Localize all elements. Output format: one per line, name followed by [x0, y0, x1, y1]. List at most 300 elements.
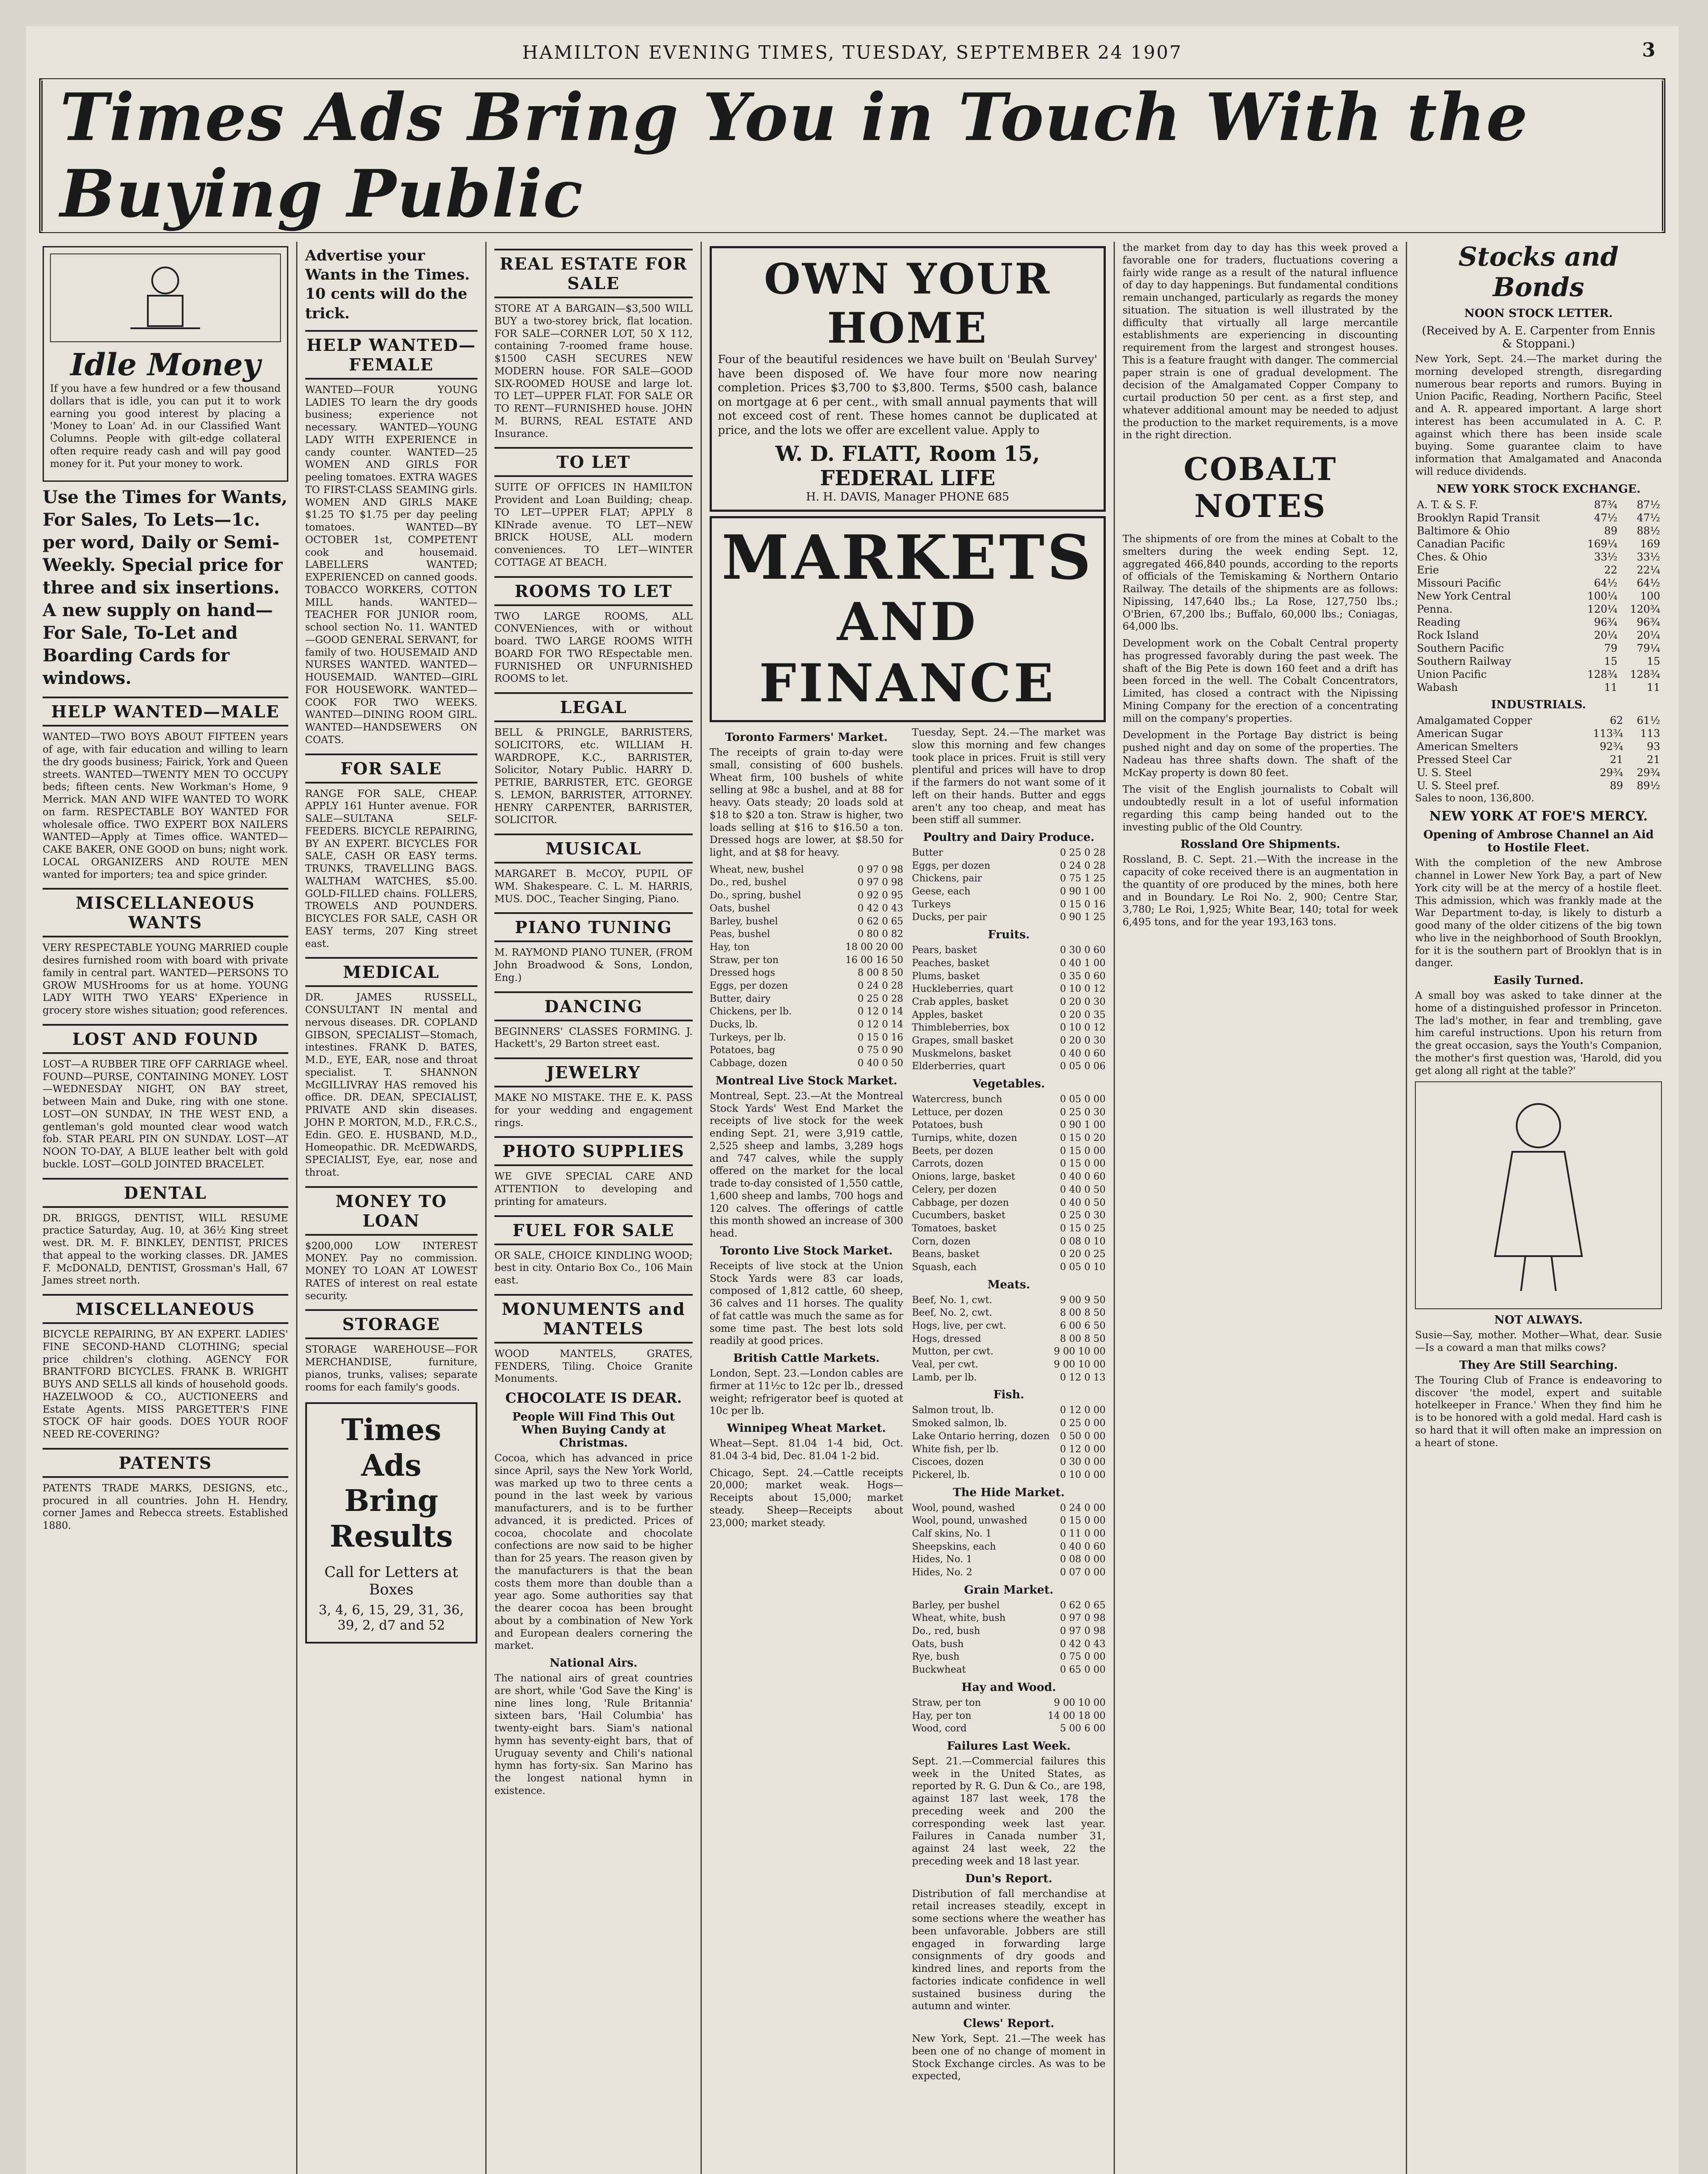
table-row — [1415, 668, 1662, 681]
price-row — [912, 1371, 1105, 1384]
stock-price: 64½ — [1594, 577, 1618, 589]
item-price: 9 00 10 00 — [1054, 1346, 1106, 1357]
item-price: 0 24 0 28 — [1060, 860, 1106, 871]
table-row — [1415, 564, 1662, 577]
item-price: 0 12 0 14 — [857, 1006, 904, 1017]
photo-text: WE GIVE SPECIAL CARE AND ATTENTION to developing and printing for amateurs. — [494, 1171, 693, 1207]
column-2 — [297, 242, 487, 2174]
item-price: 0 42 0 43 — [1060, 1638, 1106, 1650]
vegetables-head: Vegetables. — [972, 1077, 1045, 1090]
stock-price: 61½ — [1637, 714, 1660, 727]
price-row — [710, 915, 903, 928]
item-price: 8 00 8 50 — [1060, 1333, 1106, 1344]
item-name: Salmon trout, lb. — [912, 1405, 994, 1416]
stock-name: Union Pacific — [1417, 668, 1487, 680]
item-price: 0 25 0 30 — [1060, 1107, 1106, 1118]
item-name: Muskmelons, basket — [912, 1048, 1011, 1059]
price-row — [912, 996, 1105, 1009]
price-row — [710, 980, 903, 993]
item-name: Calf skins, No. 1 — [912, 1528, 992, 1539]
monuments-header: MONUMENTS and MANTELS — [494, 1294, 693, 1344]
storage-header: STORAGE — [305, 1309, 478, 1339]
item-name: Huckleberries, quart — [912, 984, 1014, 995]
newspaper-page — [26, 26, 1678, 2174]
meats-head: Meats. — [987, 1278, 1030, 1291]
price-row — [912, 911, 1105, 924]
item-name: Apples, basket — [912, 1009, 983, 1020]
musical-header: MUSICAL — [494, 834, 693, 864]
stock-price: 87¾ — [1594, 498, 1618, 511]
failures-text: Sept. 21.—Commercial failures this week in the United States, as reported by R. G. Dun & Co., are 198, against 187 last week, 178 the preceding week and 200 the corresponding week last year. Failures in Canada number 31, against 24 last week, 22 the preceding week and 18 last year. — [912, 1755, 1106, 1867]
legal-header: LEGAL — [494, 692, 693, 722]
item-name: Turnips, white, dozen — [912, 1133, 1017, 1144]
price-row — [912, 1527, 1105, 1540]
dancing-text: BEGINNERS' CLASSES FORMING. J. Hackett's, 29 Barton street east. — [494, 1026, 693, 1050]
item-price: 0 97 0 98 — [1060, 1613, 1106, 1624]
price-row — [912, 860, 1105, 873]
stock-name: Pressed Steel Car — [1417, 753, 1511, 766]
item-price: 8 00 8 50 — [857, 967, 904, 979]
item-name: Oats, bush — [912, 1638, 964, 1650]
item-price: 0 08 0 10 — [1060, 1236, 1106, 1247]
item-price: 0 90 1 00 — [1060, 1120, 1106, 1131]
stock-price: 120¾ — [1630, 603, 1660, 615]
item-price: 0 30 0 00 — [1060, 1457, 1106, 1468]
price-row — [912, 847, 1105, 860]
item-name: Plums, basket — [912, 970, 980, 982]
column-1 — [35, 242, 297, 2174]
item-price: 0 15 0 16 — [1060, 899, 1106, 910]
duns-text: Distribution of fall merchandise at retail increases steadily, except in some sections where the weather has been unfavorable. Jobbers are still engaged in forwarding large consignments of dry goods and kindred lines, and reports from the factories indicate confidence in well sustained business during the autumn and winter. — [912, 1888, 1106, 2012]
price-row — [912, 1119, 1105, 1132]
column-6 — [1407, 242, 1670, 2174]
price-row — [912, 1722, 1105, 1735]
sales-line: Sales to noon, 136,800. — [1415, 792, 1535, 804]
advertise-ad: Advertise your Wants in the Times. 10 cents will do the trick. — [305, 247, 470, 322]
item-name: Elderberries, quart — [912, 1061, 1006, 1072]
meat-table — [912, 1294, 1105, 1384]
help-male-text: WANTED—TWO BOYS ABOUT FIFTEEN years of age, with fair education and willing to learn the dry goods business; Fairick, York and Queen streets. WANTED—TWENTY MEN TO OCCUPY beds; fifteen cents. New Workman's Home, 9 Merrick. MAN AND WIFE WANTED TO WORK on farm. RESPECTABLE BOY WANTED FOR wholesale office. TWO EXPERT BOX NAILERS WANTED—Apply at Times office. WANTED—CAKE BAKER, ONE GOOD on buns; night work. LOCAL ORGANIZERS AND ROUTE MEN wanted for importers; tea and spice grinder. — [43, 731, 288, 880]
item-price: 0 40 0 60 — [1060, 1171, 1106, 1183]
item-price: 0 25 0 30 — [1060, 1210, 1106, 1221]
item-name: Potatoes, bush — [912, 1120, 983, 1131]
own-title: OWN YOUR HOME — [764, 254, 1051, 353]
lost-found-header: LOST AND FOUND — [43, 1024, 288, 1054]
stock-name: American Smelters — [1417, 740, 1518, 753]
table-row — [1415, 642, 1662, 655]
item-price: 0 25 0 00 — [1060, 1418, 1106, 1429]
column-3 — [487, 242, 702, 2174]
stock-name: Rock Island — [1417, 629, 1479, 641]
grain-market-head: Grain Market. — [964, 1583, 1054, 1597]
markets-left — [710, 727, 903, 2087]
item-price: 5 00 6 00 — [1060, 1723, 1106, 1734]
price-row — [912, 1443, 1105, 1456]
item-name: Beans, basket — [912, 1249, 980, 1260]
price-row — [710, 954, 903, 967]
clews-head: Clews' Report. — [963, 2017, 1054, 2031]
stock-name: Brooklyn Rapid Transit — [1417, 511, 1540, 524]
stock-price: 11 — [1604, 681, 1618, 694]
musical-text: MARGARET B. McCOY, PUPIL OF WM. Shakespeare. C. L. M. HARRIS, MUS. DOC., Teacher Singing, Piano. — [494, 868, 693, 905]
price-row — [912, 1248, 1105, 1261]
stock-name: Reading — [1417, 616, 1461, 628]
item-name: Pears, basket — [912, 945, 977, 956]
fuel-header: FUEL FOR SALE — [494, 1215, 693, 1245]
price-row — [710, 889, 903, 902]
stock-price: 11 — [1647, 681, 1660, 694]
misc-wants-text: VERY RESPECTABLE YOUNG MARRIED couple desires furnished room with board with private family in central part. WANTED—PERSONS TO GROW MUSHrooms for us at home. YOUNG LADY WITH TWO YEARS' EXperience in grocery store wishes situation; good references. — [43, 942, 288, 1016]
stock-price: 33½ — [1637, 550, 1660, 563]
winnipeg-head: Winnipeg Wheat Market. — [727, 1422, 886, 1435]
airs-text: The national airs of great countries are short, while 'God Save the King' is nine lines long, 'Rule Britannia' sixteen bars, 'Hail Columbia' has twenty-eight bars. Siam's national hymn has seventy-eight bars, that of Uruguay seventy and Chili's national hymn has forty-six. San Marino has the longest national hymn in existence. — [494, 1673, 693, 1797]
stock-price: 87½ — [1637, 498, 1660, 511]
item-name: Hogs, dressed — [912, 1333, 981, 1344]
item-price: 0 20 0 35 — [1060, 1009, 1106, 1020]
item-price: 0 40 0 60 — [1060, 1048, 1106, 1059]
item-price: 0 75 0 90 — [857, 1045, 904, 1056]
price-row — [912, 885, 1105, 898]
item-name: Corn, dozen — [912, 1236, 971, 1247]
stock-price: 92¾ — [1599, 740, 1623, 753]
table-row — [1415, 524, 1662, 537]
item-price: 0 90 1 25 — [1060, 912, 1106, 923]
item-name: Thimbleberries, box — [912, 1022, 1010, 1034]
table-row — [1415, 511, 1662, 524]
stock-name: Southern Railway — [1417, 655, 1511, 667]
stock-name: Southern Pacific — [1417, 642, 1504, 654]
cobalt-header: COBALT NOTES — [1183, 450, 1338, 524]
table-row — [1415, 590, 1662, 603]
item-name: Hides, No. 1 — [912, 1554, 972, 1565]
price-row — [912, 1145, 1105, 1158]
item-price: 0 75 1 25 — [1060, 873, 1106, 884]
stock-price: 79¼ — [1637, 642, 1660, 654]
item-name: Smoked salmon, lb. — [912, 1418, 1007, 1429]
stock-name: A. T. & S. F. — [1417, 498, 1478, 511]
table-row — [1415, 550, 1662, 564]
stock-price: 100 — [1640, 590, 1660, 602]
stock-price: 96¾ — [1594, 616, 1618, 628]
stock-price: 169¼ — [1587, 537, 1618, 550]
price-row — [912, 1404, 1105, 1417]
money-loan-text: $200,000 LOW INTEREST MONEY. Pay no commission. MONEY TO LOAN AT LOWEST RATES of interest on real estate security. — [305, 1240, 478, 1302]
rossland-head: Rossland Ore Shipments. — [1180, 838, 1341, 851]
item-name: Lake Ontario herring, dozen — [912, 1430, 1050, 1442]
help-female-header: HELP WANTED—FEMALE — [305, 330, 478, 380]
received-line: (Received by A. E. Carpenter from Ennis & Stoppani.) — [1421, 324, 1655, 350]
masthead — [35, 26, 1670, 78]
british-cattle-text: London, Sept. 23.—London cables are firmer at 11½c to 12c per lb., dressed weight; refrigerator beef is quoted at 10c per lb. — [709, 1368, 904, 1417]
price-row — [912, 970, 1105, 983]
stock-price: 93 — [1647, 740, 1660, 753]
item-name: Veal, per cwt. — [912, 1359, 978, 1370]
cobalt-text-4: The visit of the English journalists to Cobalt will undoubtedly result in a lot of useful information regarding this camp being handed out to the investing public of the Old Country. — [1122, 784, 1398, 833]
fish-head: Fish. — [993, 1388, 1024, 1402]
stocks-bonds-title: Stocks and Bonds — [1458, 242, 1619, 303]
item-name: Turkeys — [912, 899, 951, 910]
own-contact: W. D. FLATT, Room 15, FEDERAL LIFE — [775, 442, 1040, 490]
hay-wood-head: Hay and Wood. — [961, 1681, 1056, 1694]
idle-money-illustration — [50, 253, 281, 342]
item-name: Crab apples, basket — [912, 996, 1009, 1007]
table-row — [1415, 779, 1662, 792]
table-row — [1415, 603, 1662, 616]
column-4 — [702, 242, 1115, 2174]
stock-price: 128¾ — [1630, 668, 1660, 680]
item-price: 0 80 0 82 — [857, 929, 904, 940]
item-name: Lamb, per lb. — [912, 1372, 977, 1383]
item-name: Butter — [912, 847, 943, 858]
cobalt-text-3: Development in the Portage Bay district is being pushed night and day on some of the properties. The Nadeau has three shafts down. The shaft of the McKay property is down 80 feet. — [1122, 730, 1398, 779]
price-row — [912, 1625, 1105, 1638]
price-row — [912, 1710, 1105, 1723]
stocks-text: New York, Sept. 24.—The market during the morning developed strength, disregarding numerous bear reports and rumors. Buying in Union Pacific, Reading, Northern Pacific, Steel and A. R. appeared important. A large short interest has been accumulated in A. C. P. against which there has been inside scale buying. Some guarantee claim to have information that Amalgamated and Anaconda will reduce dividends. — [1415, 353, 1662, 477]
chicago-text: Chicago, Sept. 24.—Cattle receipts 20,000; market weak. Hogs—Receipts about 15,000; market steady. Sheep—Receipts about 23,000; market steady. — [709, 1467, 904, 1529]
item-name: Barley, bushel — [709, 916, 778, 927]
price-row — [912, 1132, 1105, 1145]
price-row — [912, 1430, 1105, 1443]
dental-header: DENTAL — [43, 1178, 288, 1208]
item-price: 0 10 0 00 — [1060, 1469, 1106, 1480]
item-price: 0 15 0 00 — [1060, 1158, 1106, 1170]
item-name: Potatoes, bag — [709, 1045, 775, 1056]
price-row — [912, 1170, 1105, 1184]
item-price: 0 75 0 00 — [1060, 1651, 1106, 1663]
item-name: Beets, per dozen — [912, 1145, 994, 1157]
stock-name: U. S. Steel — [1417, 766, 1472, 779]
item-name: Barley, per bushel — [912, 1600, 1000, 1611]
price-row — [710, 967, 903, 980]
price-row — [912, 1307, 1105, 1320]
patents-header: PATENTS — [43, 1448, 288, 1478]
item-name: Turkeys, per lb. — [709, 1032, 787, 1043]
stock-price: 47½ — [1594, 511, 1618, 524]
item-price: 9 00 10 00 — [1054, 1359, 1106, 1370]
price-row — [912, 1261, 1105, 1274]
item-price: 0 90 1 00 — [1060, 886, 1106, 897]
price-row — [912, 1417, 1105, 1430]
dancing-header: DANCING — [494, 991, 693, 1021]
price-row — [710, 864, 903, 877]
cobalt-text-1: The shipments of ore from the mines at Cobalt to the smelters during the week ending Sept. 12, aggregated 466,840 pounds, according to the reports of officials of the Temiskaming & Northern Ontario Railway. The details of the shipments are as follows: Nipissing, 147,640 lbs.; La Rose, 127,750 lbs.; O'Brien, 67,200 lbs.; Buffalo, 60,000 lbs.; Coniagas, 64,000 lbs. — [1122, 533, 1398, 633]
chocolate-headline: CHOCOLATE IS DEAR. — [505, 1390, 682, 1406]
price-row — [912, 983, 1105, 996]
item-name: Peaches, basket — [912, 957, 990, 969]
item-name: Cabbage, per dozen — [912, 1197, 1009, 1208]
idle-money-ad — [43, 246, 288, 482]
finance-title: AND FINANCE — [759, 591, 1056, 714]
item-name: Beef, No. 2, cwt. — [912, 1307, 992, 1319]
item-name: Lettuce, per dozen — [912, 1107, 1003, 1118]
masthead-line: HAMILTON EVENING TIMES, TUESDAY, SEPTEMBER 24 1907 — [522, 41, 1183, 63]
hay-wood-table — [912, 1697, 1105, 1735]
stock-price: 88½ — [1637, 524, 1660, 537]
duns-head: Dun's Report. — [965, 1872, 1053, 1885]
item-price: 0 97 0 98 — [1060, 1626, 1106, 1637]
real-estate-text: STORE AT A BARGAIN—$3,500 WILL BUY a two-storey brick, flat location. FOR SALE—CORNER LOT, 50 X 112, containing 7-roomed frame house. $1500 CASH SECURES NEW MODERN house. FOR SALE—GOOD SIX-ROOMED HOUSE and large lot. TO LET—UPPER FLAT. FOR SALE OR TO RENT—FURNISHED house. JOHN M. BURNS, REAL ESTATE AND Insurance. — [494, 303, 693, 440]
price-row — [912, 1157, 1105, 1170]
to-let-text: SUITE OF OFFICES IN HAMILTON Provident and Loan Building; cheap. TO LET—UPPER FLAT; APPLY 8 KINrade avenue. TO LET—NEW BRICK HOUSE, ALL modern conveniences. TO LET—WINTER COTTAGE AT BEACH. — [494, 482, 693, 568]
help-female-text: WANTED—FOUR YOUNG LADIES TO learn the dry goods business; experience not necessary. WANTED—YOUNG LADY WITH EXPERIENCE in candy counter. WANTED—25 WOMEN AND GIRLS FOR peeling tomatoes. EXTRA WAGES TO FIRST-CLASS SEAMING girls. WOMEN AND GIRLS MAKE $1.25 TO $1.75 per day peeling tomatoes. WANTED—BY OCTOBER 1st, COMPETENT cook and housemaid. LABELLERS WANTED; EXPERIENCED on canned goods. TOBACCO WORKERS, COTTON MILL hands. WANTED—TEACHER FOR JUNIOR room, school section No. 11. WANTED—GOOD GENERAL SERVANT, for family of two. HOUSEMAID AND NURSES WANTED. WANTED—HOUSEMAID. WANTED—GIRL FOR HOUSEWORK. WANTED—COOK FOR TWO WEEKS. WANTED—DINING ROOM GIRL. WANTED—HANDSEWERS ON COATS. — [305, 384, 478, 746]
item-price: 0 12 0 00 — [1060, 1444, 1106, 1455]
item-price: 0 35 0 60 — [1060, 970, 1106, 982]
hide-head: The Hide Market. — [953, 1486, 1065, 1499]
stock-name: Canadian Pacific — [1417, 537, 1505, 550]
still-text: The Touring Club of France is endeavoring to discover 'the model, expert and suitable hotelkeeper in France.' When they find him he is to be honored with a gold medal. Hard cash is so hard that it will often make an impression on a heart of stone. — [1415, 1374, 1662, 1449]
stock-price: 15 — [1604, 655, 1618, 667]
stock-price: 113 — [1640, 727, 1660, 740]
item-price: 9 00 9 50 — [1060, 1294, 1106, 1306]
to-let-header: TO LET — [494, 447, 693, 477]
table-row — [1415, 753, 1662, 766]
use-times-ad: Use the Times for Wants, For Sales, To Lets—1c. per word, Daily or Semi-Weekly. Special price for three and six insertions. A new supply on hand—For Sale, To-Let and Boarding Cards for windows. — [43, 487, 288, 689]
price-row — [912, 1197, 1105, 1210]
item-name: Sheepskins, each — [912, 1541, 996, 1552]
item-price: 0 20 0 30 — [1060, 1035, 1106, 1046]
storage-text: STORAGE WAREHOUSE—FOR MERCHANDISE, furniture, pianos, trunks, valises; separate rooms for each family's goods. — [305, 1344, 478, 1393]
price-row — [912, 1184, 1105, 1197]
price-row — [912, 1540, 1105, 1554]
still-head: They Are Still Searching. — [1459, 1358, 1618, 1372]
item-price: 0 15 0 16 — [857, 1032, 904, 1043]
poultry-head: Poultry and Dairy Produce. — [923, 831, 1094, 844]
stock-price: 96¾ — [1637, 616, 1660, 628]
item-price: 0 10 0 12 — [1060, 1022, 1106, 1034]
tar-boxes: 3, 4, 6, 15, 29, 31, 36, 39, 2, d7 and 52 — [318, 1602, 464, 1633]
item-price: 0 62 0 65 — [1060, 1600, 1106, 1611]
price-row — [710, 902, 903, 915]
price-row — [912, 1034, 1105, 1047]
stock-price: 22¼ — [1637, 564, 1660, 576]
item-name: Cucumbers, basket — [912, 1210, 1006, 1221]
rooms-header: ROOMS TO LET — [494, 576, 693, 606]
industrials-table — [1415, 714, 1662, 792]
own-text: Four of the beautiful residences we have built on 'Beulah Survey' have been disposed of. We have four more now nearing completion. Prices $3,700 to $3,800. Terms, $500 cash, balance on mortgage at 6 per cent., with small annual payments that will not exceed cost of rent. These homes cannot be duplicated at price, and the lots we offer are excellent value. Apply to — [717, 353, 1098, 437]
markets-twin-columns — [710, 727, 1106, 2087]
price-row — [710, 1031, 903, 1044]
item-name: Watercress, bunch — [912, 1094, 1002, 1105]
table-row — [1415, 740, 1662, 753]
item-price: 0 40 0 50 — [1060, 1184, 1106, 1195]
medical-text: DR. JAMES RUSSELL, CONSULTANT IN mental and nervous diseases. DR. COPLAND GIBSON, SPECIALIST—Stomach, intestines. FRANK D. BATES, M.D., EYE, EAR, nose and throat specialist. T. SHANNON McGILLIVRAY HAS removed his office. DR. DEAN, SPECIALIST, PRIVATE AND skin diseases. JOHN P. MORTON, M.D., F.R.C.S., Edin. GEO. E. HUSBAND, M.D., Homeopathic. DR. McEDWARDS, SPECIALIST, Eye, ear, nose and throat. — [305, 992, 478, 1178]
item-price: 0 40 0 60 — [1060, 1541, 1106, 1552]
fort-subhead: Opening of Ambrose Channel an Aid to Hostile Fleet. — [1423, 828, 1654, 855]
stock-name: American Sugar — [1417, 727, 1503, 740]
price-row — [912, 1638, 1105, 1651]
stock-table — [1415, 498, 1662, 694]
stock-price: 113¾ — [1593, 727, 1623, 740]
item-price: 18 00 20 00 — [845, 941, 904, 953]
price-row — [710, 1044, 903, 1057]
winnipeg-text: Wheat—Sept. 81.04 1-4 bid, Oct. 81.04 3-4 bid, Dec. 81.04 1-2 bid. — [709, 1438, 904, 1462]
easily-head: Easily Turned. — [1493, 974, 1584, 987]
stock-price: 21 — [1610, 753, 1623, 766]
item-name: Wheat, new, bushel — [709, 864, 804, 875]
misc-wants-header: MISCELLANEOUS WANTS — [43, 888, 288, 937]
own-your-home-ad — [710, 246, 1106, 512]
price-row — [912, 1047, 1105, 1060]
item-name: White fish, per lb. — [912, 1444, 999, 1455]
item-price: 8 00 8 50 — [1060, 1307, 1106, 1319]
item-name: Carrots, dozen — [912, 1158, 984, 1170]
stock-price: 128¾ — [1587, 668, 1618, 680]
stock-price: 29¾ — [1599, 766, 1623, 779]
table-row — [1415, 766, 1662, 779]
item-name: Eggs, per dozen — [709, 980, 788, 991]
price-row — [912, 1697, 1105, 1710]
price-row — [912, 1599, 1105, 1612]
price-row — [912, 1612, 1105, 1625]
item-price: 16 00 16 50 — [845, 954, 904, 966]
item-name: Wool, pound, washed — [912, 1502, 1015, 1514]
price-row — [710, 1005, 903, 1018]
price-row — [912, 1469, 1105, 1482]
own-manager: H. H. DAVIS, Manager PHONE 685 — [806, 490, 1009, 503]
stock-price: 47½ — [1637, 511, 1660, 524]
tar-call: Call for Letters at Boxes — [324, 1563, 458, 1598]
columns — [35, 242, 1670, 2174]
item-name: Wool, pound, unwashed — [912, 1515, 1027, 1527]
banner — [39, 78, 1665, 233]
dental-text: DR. BRIGGS, DENTIST, WILL RESUME practice Saturday, Aug. 10, at 36½ King street west. DR. M. F. BINKLEY, DENTIST, PRICES that appeal to the working classes. DR. JAMES F. McDONALD, DENTIST, Grossman's Hall, 67 James street north. — [43, 1212, 288, 1287]
price-row — [912, 1566, 1105, 1579]
stock-price: 169 — [1640, 537, 1660, 550]
stock-price: 33½ — [1594, 550, 1618, 563]
idle-man-icon — [122, 259, 209, 337]
cartoon — [1415, 1081, 1662, 1309]
stock-name: Penna. — [1417, 603, 1453, 615]
banner-headline: Times Ads Bring You in Touch With the Buying Public — [43, 79, 1662, 232]
tar-line-1: Times Ads — [341, 1413, 441, 1483]
veg-table — [912, 1093, 1105, 1274]
stock-price: 89 — [1604, 524, 1618, 537]
piano-header: PIANO TUNING — [494, 912, 693, 942]
jewelry-header: JEWELRY — [494, 1057, 693, 1087]
monuments-text: WOOD MANTELS, GRATES, FENDERS, Tiling. Choice Granite Monuments. — [494, 1348, 693, 1385]
price-row — [912, 944, 1105, 957]
montreal-live-head: Montreal Live Stock Market. — [715, 1074, 897, 1087]
item-price: 0 05 0 06 — [1060, 1061, 1106, 1072]
idle-money-title: Idle Money — [70, 347, 261, 383]
fort-headline: NEW YORK AT FOE'S MERCY. — [1429, 809, 1648, 824]
item-price: 0 12 0 13 — [1060, 1372, 1106, 1383]
montreal-live-text: Montreal, Sept. 23.—At the Montreal Stock Yards' West End Market the receipts of live stock for the week ending Sept. 21, were 3,919 cattle, 2,525 sheep and lambs, 3,289 hogs and 747 calves, while the supply offered on the market for the local trade to-day consisted of 1,550 cattle, 1,600 sheep and lambs, 700 hogs and 120 calves. The offerings of cattle this month showed an increase of 300 head. — [709, 1090, 904, 1239]
item-price: 0 25 0 28 — [857, 993, 904, 1004]
item-name: Cabbage, dozen — [709, 1058, 787, 1069]
item-name: Ducks, lb. — [709, 1019, 758, 1030]
price-row — [710, 1018, 903, 1031]
item-name: Squash, each — [912, 1261, 977, 1273]
price-row — [912, 1514, 1105, 1527]
fuel-text: OR SALE, CHOICE KINDLING WOOD; best in city. Ontario Box Co., 106 Main east. — [494, 1250, 693, 1286]
for-sale-header: FOR SALE — [305, 754, 478, 784]
jewelry-text: MAKE NO MISTAKE. THE E. K. PASS for your wedding and engagement rings. — [494, 1092, 693, 1129]
legal-text: BELL & PRINGLE, BARRISTERS, SOLICITORS, etc. WILLIAM H. WARDROPE, K.C., BARRISTER, Solicitor, Notary Public. HARRY D. PETRIE, BARRISTER, ETC. GEORGE S. LEMON, BARRISTER, ATTORNEY. HENRY CARPENTER, BARRISTER, SOLICITOR. — [494, 727, 693, 826]
fruit-table — [912, 944, 1105, 1073]
price-row — [912, 1021, 1105, 1034]
chocolate-text: Cocoa, which has advanced in price since April, says the New York World, was marked up two to three cents a pound in the last week by various manufacturers, and is to be further advanced, it is predicted. Prices of cocoa, chocolate and chocolate confections are now said to be higher than for 25 years. The reason given by the manufacturers is that the bean costs them more than double than a year ago. Some authorities say that the dearer cocoa has been brought about by a combination of New York and European dealers cornering the market. — [494, 1453, 693, 1652]
table-row — [1415, 498, 1662, 511]
girl-cartoon-icon — [1473, 1091, 1604, 1300]
stock-price: 120¼ — [1587, 603, 1618, 615]
stock-price: 20¼ — [1594, 629, 1618, 641]
photo-header: PHOTO SUPPLIES — [494, 1136, 693, 1166]
item-name: Chickens, pair — [912, 873, 982, 884]
item-name: Ducks, per pair — [912, 912, 987, 923]
item-price: 0 05 0 00 — [1060, 1094, 1106, 1105]
british-cattle-head: British Cattle Markets. — [733, 1352, 880, 1365]
